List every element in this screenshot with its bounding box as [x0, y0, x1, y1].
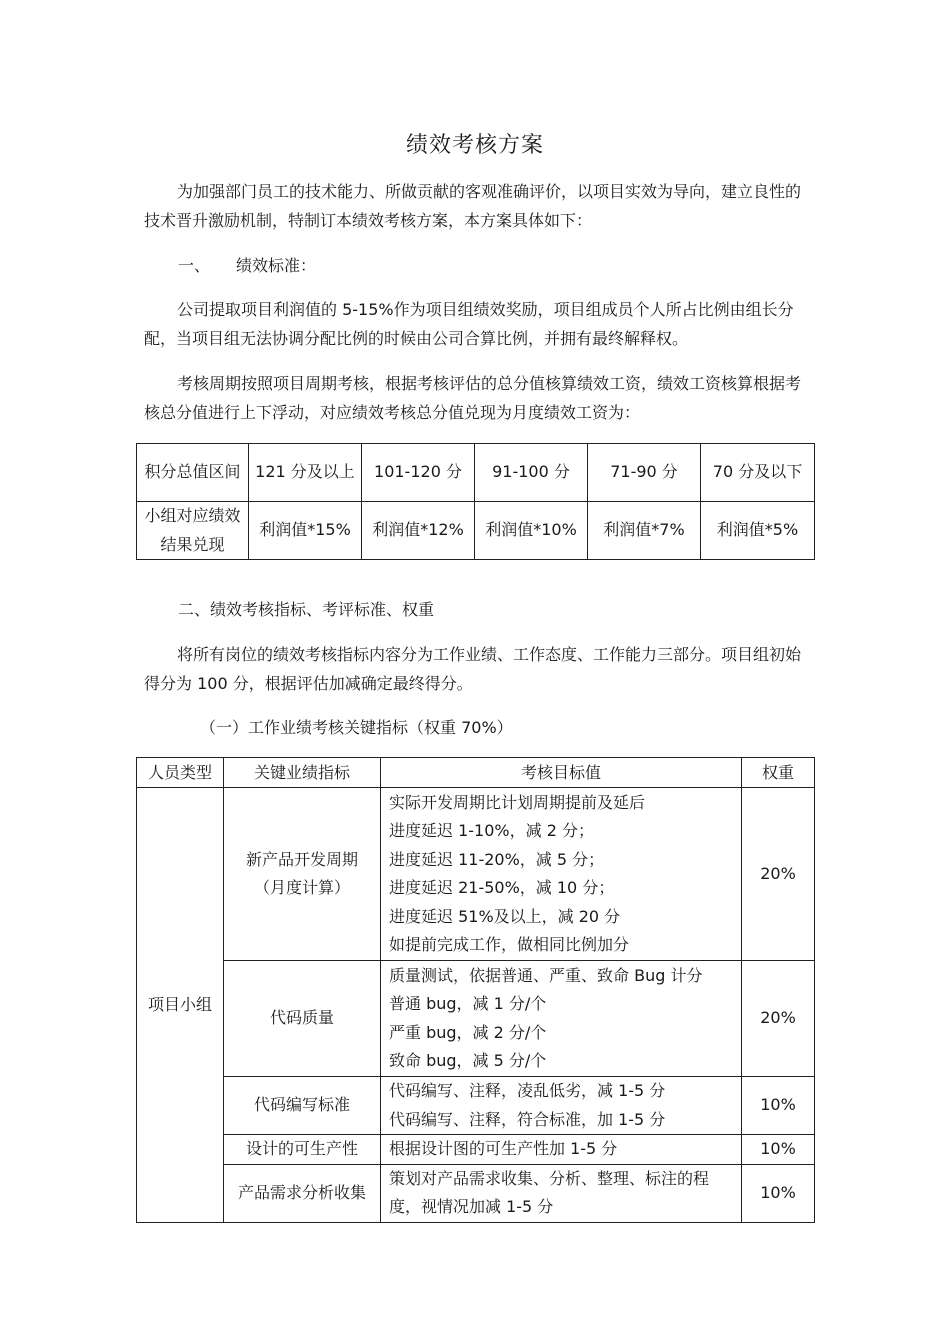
- weight-cell: 10%: [742, 1135, 815, 1165]
- score-table-row1-header: 积分总值区间: [137, 444, 249, 502]
- weight-cell: 10%: [742, 1164, 815, 1222]
- indicator-line: 代码质量: [269, 1008, 334, 1028]
- target-line: 实际开发周期比计划周期提前及延后: [389, 792, 646, 812]
- target-cell: [381, 788, 742, 961]
- section2-para-text: 将所有岗位的绩效考核指标内容分为工作业绩、工作态度、工作能力三部分。项目组初始得分为 100 分，根据评估加减确定最终得分。: [144, 645, 802, 693]
- page-title: 绩效考核方案: [405, 133, 544, 158]
- target-cell: [381, 1077, 742, 1135]
- table-row: [137, 1077, 815, 1135]
- section1-paragraph-2: [144, 370, 808, 427]
- indicator-line: 设计的可生产性: [245, 1139, 358, 1158]
- target-cell: [381, 1164, 742, 1222]
- indicator-cell: [224, 1077, 381, 1135]
- indicator-cell: [224, 961, 381, 1077]
- target-line: 质量测试，依据普通、严重、致命 Bug 计分: [389, 965, 703, 985]
- score-range-cell: 71-90 分: [588, 444, 701, 502]
- score-table-row2-header: 小组对应绩效结果兑现: [137, 502, 249, 560]
- target-line: 代码编写、注释，符合标准，加 1-5 分: [389, 1109, 666, 1129]
- indicator-cell: [224, 788, 381, 961]
- score-range-cell: 121 分及以上: [249, 444, 362, 502]
- table-row: [137, 1135, 815, 1165]
- section2-heading: 二、绩效考核指标、考评标准、权重: [178, 600, 435, 619]
- kpi-header-cell: 权重: [742, 758, 815, 788]
- target-line: 代码编写、注释，凌乱低劣，减 1-5 分: [389, 1081, 666, 1100]
- score-range-cell: 101-120 分: [362, 444, 475, 502]
- target-line: 普通 bug，减 1 分/个: [389, 994, 547, 1013]
- score-range-cell: 70 分及以下: [701, 444, 815, 502]
- target-line: 严重 bug，减 2 分/个: [389, 1022, 547, 1042]
- target-line: 如提前完成工作，做相同比例加分: [389, 935, 630, 954]
- kpi-header-cell: 关键业绩指标: [224, 758, 381, 788]
- target-line: 进度延迟 21-50%，减 10 分；: [389, 878, 615, 897]
- section1-paragraph-1: [144, 296, 808, 353]
- score-result-cell: 利润值*5%: [701, 502, 815, 560]
- indicator-cell: [224, 1135, 381, 1165]
- target-line: 进度延迟 11-20%，减 5 分；: [389, 849, 605, 869]
- indicator-line: 代码编写标准: [253, 1095, 350, 1115]
- weight-cell: 20%: [742, 788, 815, 961]
- target-line: 进度延迟 51%及以上，减 20 分: [389, 906, 621, 926]
- kpi-header-cell: 考核目标值: [381, 758, 742, 788]
- intro-paragraph: [144, 178, 808, 235]
- kpi-table: [136, 757, 815, 1223]
- indicator-cell: [224, 1164, 381, 1222]
- section2-subheading: （一）工作业绩考核关键指标（权重 70%）: [200, 718, 513, 737]
- target-cell: [381, 1135, 742, 1165]
- score-table-result-row: [137, 502, 815, 560]
- section1-heading: 绩效标准：: [236, 256, 317, 275]
- target-cell: [381, 961, 742, 1077]
- score-table-range-row: [137, 444, 815, 502]
- table-row: [137, 961, 815, 1077]
- table-row: [137, 1164, 815, 1222]
- score-result-cell: 利润值*10%: [475, 502, 588, 560]
- weight-cell: 10%: [742, 1077, 815, 1135]
- target-line: 致命 bug，减 5 分/个: [389, 1051, 547, 1070]
- indicator-line: （月度计算）: [253, 878, 350, 897]
- score-range-cell: 91-100 分: [475, 444, 588, 502]
- target-line: 策划对产品需求收集、分析、整理、标注的程: [389, 1168, 710, 1188]
- indicator-line: 新产品开发周期: [245, 849, 358, 869]
- target-line: 根据设计图的可生产性加 1-5 分: [389, 1139, 618, 1158]
- score-result-cell: 利润值*7%: [588, 502, 701, 560]
- score-result-cell: 利润值*12%: [362, 502, 475, 560]
- section2-paragraph: [144, 641, 808, 698]
- section1-para2-text: 考核周期按照项目周期考核，根据考核评估的总分值核算绩效工资，绩效工资核算根据考核总分值进行上下浮动，对应绩效考核总分值兑现为月度绩效工资为：: [144, 374, 802, 422]
- weight-cell: 20%: [742, 961, 815, 1077]
- target-line: 度，视情况加减 1-5 分: [389, 1197, 554, 1216]
- section1-para1-text: 公司提取项目利润值的 5-15%作为项目组绩效奖励，项目组成员个人所占比例由组长分配，当项目组无法协调分配比例的时候由公司合算比例，并拥有最终解释权。: [144, 300, 794, 348]
- score-table: [136, 443, 815, 560]
- score-result-cell: 利润值*15%: [249, 502, 362, 560]
- section1-number: 一、: [178, 256, 211, 275]
- indicator-line: 产品需求分析收集: [237, 1182, 366, 1202]
- kpi-header-cell: 人员类型: [137, 758, 224, 788]
- target-line: 进度延迟 1-10%，减 2 分；: [389, 821, 594, 840]
- intro-text: 为加强部门员工的技术能力、所做贡献的客观准确评价，以项目实效为导向，建立良性的技术晋升激励机制，特制订本绩效考核方案，本方案具体如下：: [144, 182, 802, 230]
- person-type-cell: 项目小组: [137, 788, 224, 1223]
- table-row: [137, 788, 815, 961]
- kpi-table-header-row: [137, 758, 815, 788]
